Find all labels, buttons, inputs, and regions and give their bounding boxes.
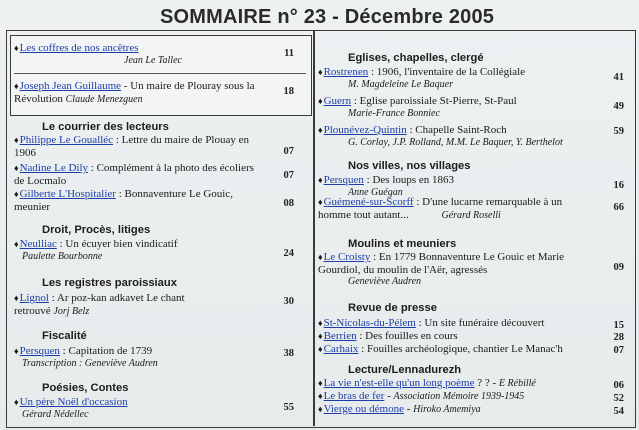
section-title: Nos villes, nos villages	[348, 160, 471, 172]
toc-entry[interactable]: ♦Rostrenen : 1906, l'inventaire de la Collégiale M. Magdeleine Le Baquer	[318, 66, 593, 91]
page-number: 55	[283, 402, 294, 413]
author-name: Gérard Nédellec	[22, 408, 89, 420]
toc-entry[interactable]: ♦Le Croisty : En 1779 Bonnaventure Le Gouic et Marie Gourdiol, du moulin de l'Aër, agressés Geneviève Audren	[318, 251, 593, 289]
toc-entry[interactable]: ♦Guern : Eglise paroissiale St-Pierre, St-Paul Marie-France Bonniec	[318, 95, 593, 120]
author-name: Association Mémoire 1939-1945	[393, 391, 525, 402]
toc-entry[interactable]: ♦Joseph Jean Guillaume - Un maire de Plouray sous la Révolution Claude Menezguen	[14, 80, 255, 105]
toc-entry[interactable]: ♦Guémené-sur-Scorff : D'une lucarne remarquable à un homme tout autant... Gérard Roselli	[318, 196, 563, 221]
author-name: Marie-France Bonniec	[348, 107, 440, 119]
section-title: Les registres paroissiaux	[42, 277, 177, 289]
author-name: E Rébillé	[498, 378, 536, 389]
page-number: 08	[283, 198, 294, 209]
toc-entry[interactable]: ♦Un père Noël d'occasion Gérard Nédellec	[14, 396, 264, 421]
page-title: SOMMAIRE n° 23 - Décembre 2005	[160, 6, 495, 28]
toc-entry[interactable]: ♦Philippe Le Goualléc : Lettre du maire de Plouay en 1906	[14, 134, 250, 159]
section-title: Eglises, chapelles, clergé	[348, 52, 484, 64]
author-name: Gérard Roselli	[441, 209, 501, 221]
page-number: 30	[283, 296, 294, 307]
page-number: 11	[284, 48, 294, 59]
toc-entry[interactable]: ♦Persquen : Des loups en 1863 Anne Guégan	[318, 174, 593, 199]
author-name: Claude Menezguen	[65, 93, 143, 105]
toc-entry[interactable]: ♦Plounévez-Quintin : Chapelle Saint-Roch G. Corlay, J.P. Rolland, M.M. Le Baquer, Y. Berthelot	[318, 124, 603, 149]
author-name: M. Magdeleine Le Baquer	[348, 78, 453, 90]
toc-entry[interactable]: ♦Lignol : Ar poz-kan adkavet Le chant retrouvé Jorj Belz	[14, 292, 185, 317]
section-title: Poésies, Contes	[42, 382, 129, 394]
page-number: 52	[613, 393, 624, 404]
toc-entry[interactable]: ♦Neulliac : Un écuyer bien vindicatif Paulette Bourbonne	[14, 238, 264, 263]
page-number: 28	[613, 332, 624, 343]
toc-entry[interactable]: ♦La vie n'est-elle qu'un long poème ? ? - E Rébillé	[318, 377, 536, 389]
toc-entry[interactable]: ♦Carhaix : Fouilles archéologique, chantier Le Manac'h	[318, 343, 563, 355]
toc-entry[interactable]: ♦Le bras de fer - Association Mémoire 1939-1945	[318, 390, 525, 402]
toc-entry[interactable]: ♦St-Nicolas-du-Pélem : Un site funéraire découvert	[318, 317, 545, 329]
toc-entry[interactable]: ♦Gilberte L'Hospitalier : Bonnaventure Le Gouic, meunier	[14, 188, 233, 213]
page-number: 07	[613, 345, 624, 356]
page-number: 59	[613, 126, 624, 137]
toc-entry[interactable]: ♦Persquen : Capitation de 1739 Transcription : Geneviève Audren	[14, 345, 264, 370]
page-number: 18	[283, 86, 294, 97]
author-name: G. Corlay, J.P. Rolland, M.M. Le Baquer, Y. Berthelot	[348, 136, 563, 148]
section-title: Revue de presse	[348, 302, 437, 314]
page-number: 16	[613, 180, 624, 191]
page-number: 07	[283, 170, 294, 181]
featured-box-divider	[14, 73, 306, 74]
section-title: Lecture/Lennadurezh	[348, 364, 462, 376]
page-number: 54	[613, 406, 624, 417]
author-name: Paulette Bourbonne	[22, 250, 103, 262]
page-number: 66	[613, 202, 624, 213]
page-number: 49	[613, 101, 624, 112]
author-name: Anne Guégan	[348, 186, 403, 198]
section-title: Le courrier des lecteurs	[42, 121, 169, 133]
page-number: 15	[613, 320, 624, 331]
page-number: 24	[283, 248, 294, 259]
author-name: Jorj Belz	[53, 305, 90, 317]
column-divider	[313, 31, 315, 426]
toc-entry[interactable]: ♦Nadine Le Dily : Complément à la photo des écoliers de Locmalo	[14, 162, 254, 187]
section-title: Droit, Procès, litiges	[42, 224, 151, 236]
section-title: Fiscalité	[42, 330, 87, 342]
page-number: 06	[613, 380, 624, 391]
author-name: Jean Le Tallec	[124, 54, 182, 66]
author-name: Hiroko Amemiya	[413, 404, 481, 415]
toc-entry[interactable]: ♦Les coffres de nos ancêtres Jean Le Tallec	[14, 42, 254, 67]
author-name: Transcription : Geneviève Audren	[22, 357, 158, 369]
author-name: Geneviève Audren	[348, 276, 422, 287]
toc-entry[interactable]: ♦Vierge ou démone - Hiroko Amemiya	[318, 403, 481, 415]
page-number: 09	[613, 262, 624, 273]
section-title: Moulins et meuniers	[348, 238, 457, 250]
toc-entry[interactable]: ♦Berrien : Des fouilles en cours	[318, 330, 458, 342]
page-number: 07	[283, 146, 294, 157]
page-number: 38	[283, 348, 294, 359]
page-number: 41	[613, 72, 624, 83]
